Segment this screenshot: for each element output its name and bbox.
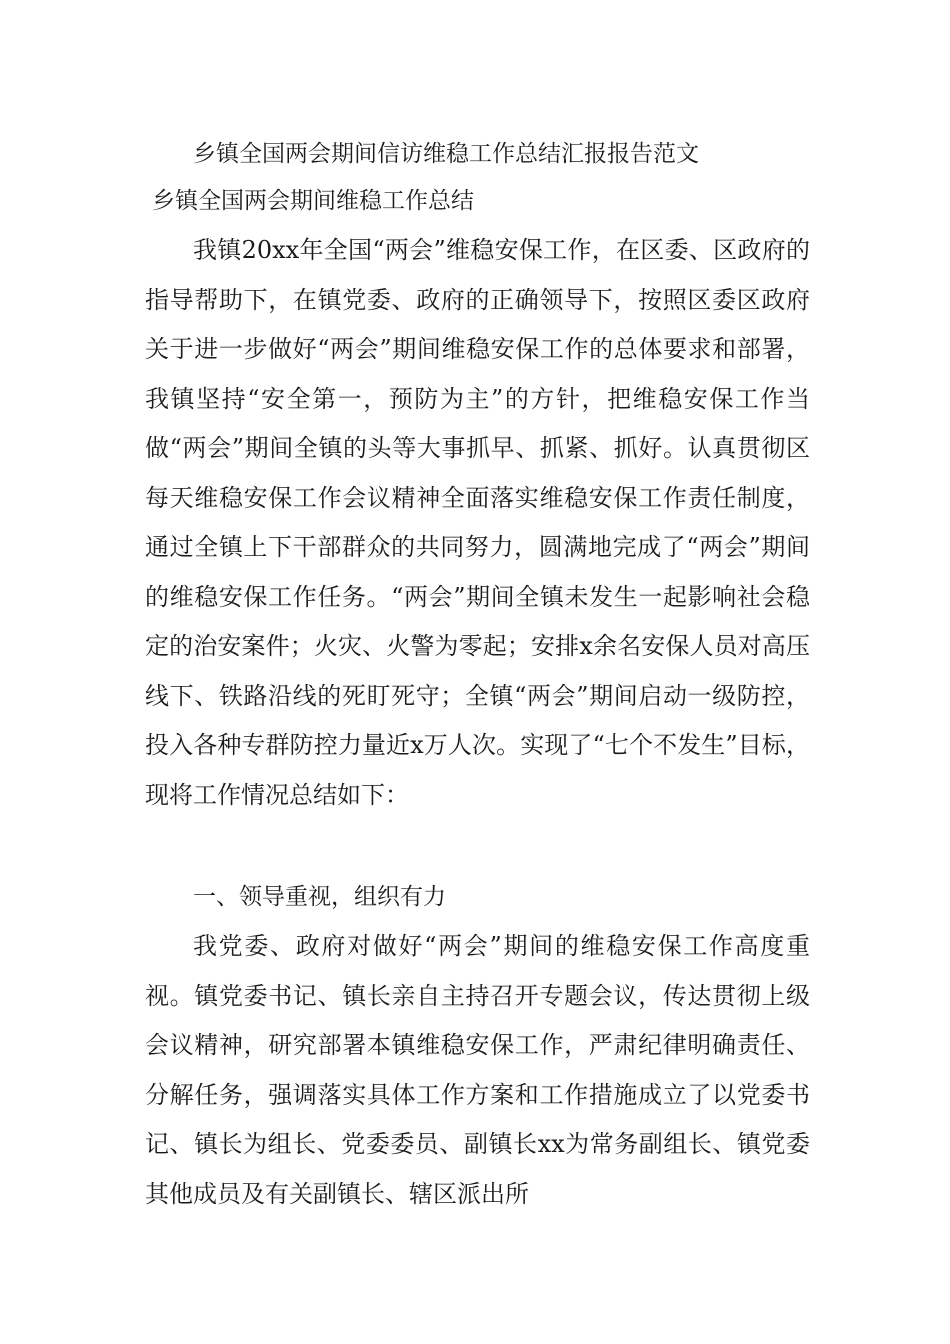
body-paragraph-2: 我党委、政府对做好“两会”期间的维稳安保工作高度重视。镇党委书记、镇长亲自主持召开专题会议，传达贯彻上级会议精神，研究部署本镇维稳安保工作，严肃纪律明确责任、分解任务，强调落实具体工作方案和工作措施成立了以党委书记、镇长为组长、党委委员、副镇长xx为常务副组长、镇党委其他成员及有关副镇长、辖区派出所 — [145, 932, 810, 1208]
document-title: 乡镇全国两会期间信访维稳工作总结汇报报告范文 — [193, 141, 699, 167]
section-heading-1: 一、领导重视，组织有力 — [193, 884, 446, 910]
body-paragraph-1: 我镇20xx年全国“两会”维稳安保工作，在区委、区政府的指导帮助下，在镇党委、政府的正确领导下，按照区委区政府关于进一步做好“两会”期间维稳安保工作的总体要求和部署，我镇坚持“安全第一，预防为主”的方针，把维稳安保工作当做“两会”期间全镇的头等大事抓早、抓紧、抓好。认真贯彻区每天维稳安保工作会议精神全面落实维稳安保工作责任制度，通过全镇上下干部群众的共同努力，圆满地完成了“两会”期间的维稳安保工作任务。“两会”期间全镇未发生一起影响社会稳定的治安案件；火灾、火警为零起；安排x余名安保人员对高压线下、铁路沿线的死盯死守；全镇“两会”期间启动一级防控，投入各种专群防控力量近x万人次。实现了“七个不发生”目标，现将工作情况总结如下： — [145, 236, 810, 809]
document-subtitle: 乡镇全国两会期间维稳工作总结 — [152, 188, 474, 214]
